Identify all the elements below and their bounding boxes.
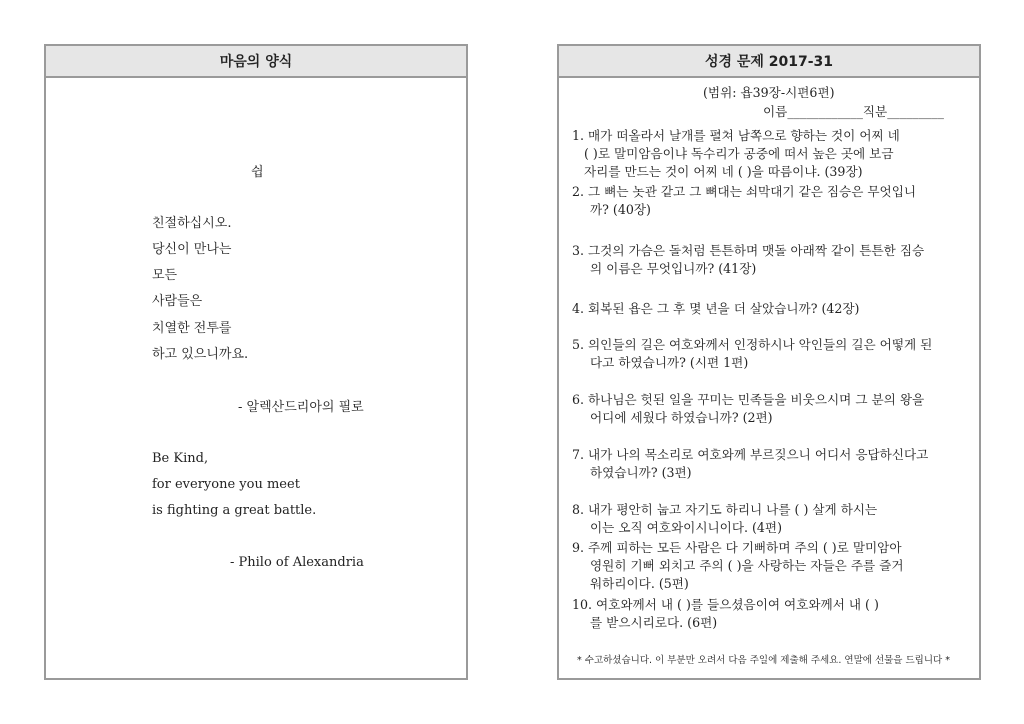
question-10: 10. 여호와께서 내 ( )를 들으셨음이여 여호와께서 내 ( ) 를 받으시리로다. (6편) <box>572 597 879 630</box>
question-8: 8. 내가 평안히 눕고 자기도 하리니 나를 ( ) 살게 하시는 이는 오직 여호와이시니이다. (4편) <box>572 502 878 535</box>
english-line: for everyone you meet <box>152 477 300 492</box>
english-line: Be Kind, <box>152 451 209 466</box>
right-panel-header: 성경 문제 2017-31 <box>559 46 979 78</box>
english-line: is fighting a great battle. <box>152 503 317 518</box>
question-2: 2. 그 뼈는 놋관 같고 그 뼈대는 쇠막대기 같은 짐승은 무엇입니 까? (40장) <box>572 184 917 217</box>
question-3: 3. 그것의 가슴은 돌처럼 튼튼하며 맷돌 아래짝 같이 튼튼한 짐승 의 이름은 무엇입니까? (41장) <box>572 243 925 276</box>
poem-title: 쉽 <box>251 165 264 180</box>
left-panel <box>44 44 468 680</box>
poem-line: 친절하십시오. <box>152 216 232 231</box>
poem-line: 치열한 전투를 <box>152 321 232 336</box>
poem-line: 하고 있으니까요. <box>152 347 249 362</box>
footnote: * 수고하셨습니다. 이 부분만 오려서 다음 주일에 제출해 주세요. 연말에 선물을 드립니다 * <box>577 655 950 666</box>
english-attribution: - Philo of Alexandria <box>230 555 364 570</box>
question-7: 7. 내가 나의 목소리로 여호와께 부르짖으니 어디서 응답하신다고 하였습니까? (3편) <box>572 447 929 480</box>
korean-attribution: - 알렉산드리아의 필로 <box>238 400 364 415</box>
question-6: 6. 하나님은 헛된 일을 꾸미는 민족들을 비웃으시며 그 분의 왕을 어디에 세웠다 하였습니까? (2편) <box>572 392 925 425</box>
scope-line: (범위: 욥39장-시편6편) <box>703 85 835 100</box>
name-line: 이름____________직분_________ <box>763 104 944 119</box>
right-panel <box>557 44 981 680</box>
poem-line: 모든 <box>152 268 178 283</box>
poem-line: 사람들은 <box>152 294 203 309</box>
question-9: 9. 주께 피하는 모든 사람은 다 기뻐하며 주의 ( )로 말미암아 영원히 기뻐 외치고 주의 ( )을 사랑하는 자들은 주를 즐거 워하리이다. (5편) <box>572 540 904 591</box>
left-panel-header: 마음의 양식 <box>46 46 466 78</box>
poem-line: 당신이 만나는 <box>152 242 232 257</box>
question-4: 4. 회복된 욥은 그 후 몇 년을 더 살았습니까? (42장) <box>572 301 860 316</box>
question-5: 5. 의인들의 길은 여호와께서 인정하시나 악인들의 길은 어떻게 된 다고 하였습니까? (시편 1편) <box>572 337 933 370</box>
question-1: 1. 매가 떠올라서 날개를 펼쳐 남쪽으로 향하는 것이 어찌 네 ( )로 말미암음이냐 독수리가 공중에 떠서 높은 곳에 보금 자리를 만드는 것이 어찌 네 ( )을 따름이냐. (39장) <box>572 128 900 179</box>
